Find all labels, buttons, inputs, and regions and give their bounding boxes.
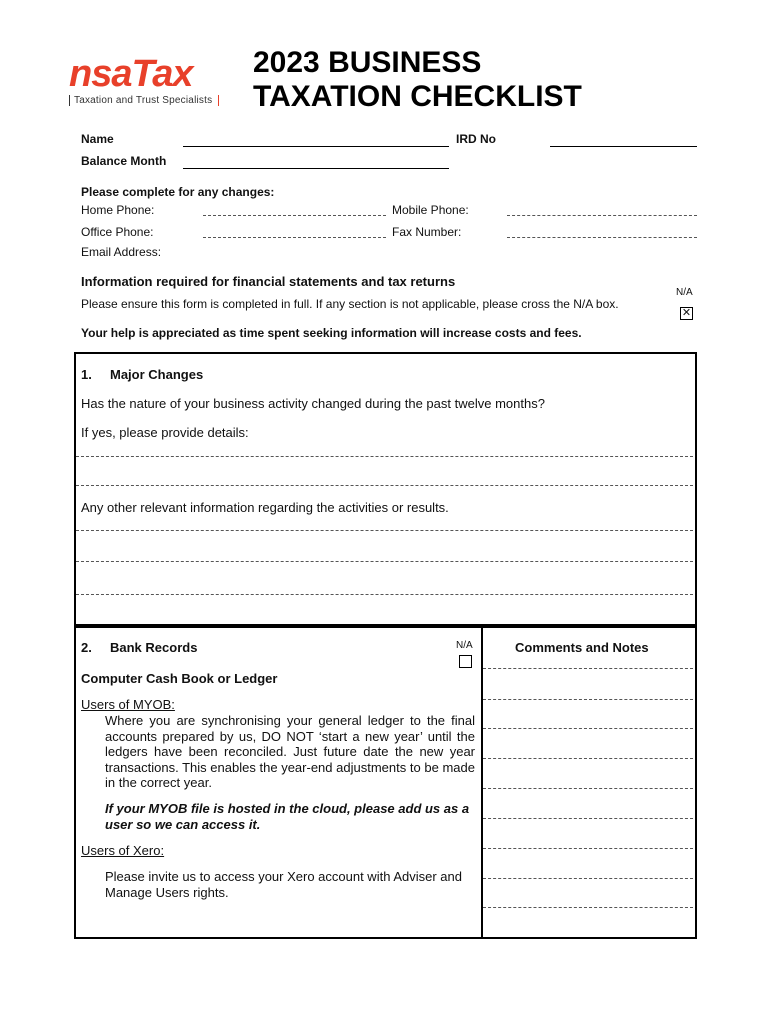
brand-logo: nsaTax	[69, 53, 193, 95]
mobile-phone-label: Mobile Phone:	[392, 203, 469, 217]
comment-line-8[interactable]	[483, 878, 693, 879]
info-na-checkbox[interactable]	[680, 307, 693, 320]
name-field[interactable]	[183, 146, 449, 147]
xero-text: Please invite us to access your Xero account with Adviser and Manage Users rights.	[105, 869, 462, 900]
myob-heading: Users of MYOB:	[81, 697, 175, 712]
section2-title: Bank Records	[110, 640, 198, 655]
page-title	[253, 46, 582, 114]
name-label: Name	[81, 132, 114, 146]
logo-tagline-row	[69, 95, 219, 106]
cash-book-heading: Computer Cash Book or Ledger	[81, 671, 278, 686]
home-phone-field[interactable]	[203, 215, 386, 216]
office-phone-label: Office Phone:	[81, 225, 154, 239]
balance-month-label: Balance Month	[81, 154, 167, 168]
comment-line-2[interactable]	[483, 699, 693, 700]
comment-line-4[interactable]	[483, 758, 693, 759]
info-heading: Information required for financial statements and tax returns	[81, 274, 456, 289]
details-line-2[interactable]	[76, 485, 693, 486]
section2-na-label: N/A	[456, 640, 473, 651]
email-label: Email Address:	[81, 245, 162, 259]
details-line-1[interactable]	[76, 456, 693, 457]
ird-label: IRD No	[456, 132, 496, 146]
info-bold-text: Your help is appreciated as time spent seeking information will increase costs and fees.	[81, 326, 582, 340]
office-phone-field[interactable]	[203, 237, 386, 238]
ird-field[interactable]	[550, 146, 697, 147]
title-line-1: 2023 BUSINESS	[253, 46, 482, 79]
fax-number-field[interactable]	[507, 237, 697, 238]
fax-number-label: Fax Number:	[392, 225, 462, 239]
section2-number: 2.	[81, 640, 92, 655]
xero-heading: Users of Xero:	[81, 843, 165, 858]
mobile-phone-field[interactable]	[507, 215, 697, 216]
comment-line-5[interactable]	[483, 788, 693, 789]
comment-line-3[interactable]	[483, 728, 693, 729]
section-major-changes	[74, 352, 697, 628]
section2-na-checkbox[interactable]	[459, 655, 472, 668]
section2-column-divider	[481, 626, 483, 937]
section1-title: Major Changes	[110, 367, 204, 382]
title-line-2: TAXATION CHECKLIST	[253, 80, 582, 113]
other-info-line-1[interactable]	[76, 530, 693, 531]
comment-line-6[interactable]	[483, 818, 693, 819]
myob-cloud-note: If your MYOB file is hosted in the cloud, please add us as a user so we can access it.	[105, 801, 470, 832]
home-phone-label: Home Phone:	[81, 203, 155, 217]
cross-icon: ✕	[681, 307, 692, 319]
section1-question-2: If yes, please provide details:	[81, 425, 249, 440]
comment-line-9[interactable]	[483, 907, 693, 908]
tagline-divider-right	[218, 95, 219, 106]
balance-month-field[interactable]	[183, 168, 449, 169]
info-text: Please ensure this form is completed in full. If any section is not applicable, please cross the N/A box.	[81, 297, 619, 311]
changes-heading: Please complete for any changes:	[81, 185, 275, 199]
section1-question-3: Any other relevant information regarding the activities or results.	[81, 500, 449, 515]
comment-line-7[interactable]	[483, 848, 693, 849]
comments-notes-heading: Comments and Notes	[515, 640, 649, 655]
section1-question-1: Has the nature of your business activity changed during the past twelve months?	[81, 396, 545, 411]
logo-tagline: Taxation and Trust Specialists	[74, 95, 213, 106]
other-info-line-3[interactable]	[76, 594, 693, 595]
other-info-line-2[interactable]	[76, 561, 693, 562]
comment-line-1[interactable]	[483, 668, 693, 669]
myob-text: Where you are synchronising your general ledger to the final accounts prepared by us, DO NOT ‘start a new year’ until the ledgers have been reconciled. Just future date the new year transactions. This enables the year-end adjustments to be made in the correct year.	[105, 713, 475, 790]
tagline-divider-left	[69, 95, 70, 106]
info-na-label: N/A	[676, 287, 693, 298]
section1-number: 1.	[81, 367, 92, 382]
